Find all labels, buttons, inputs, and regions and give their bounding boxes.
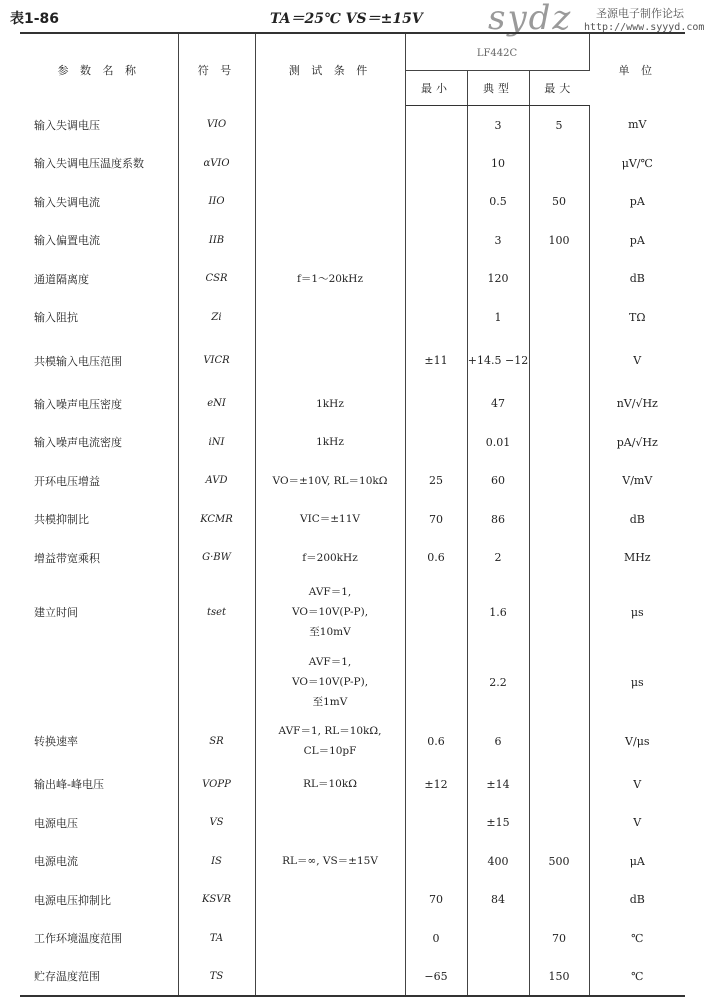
col-header-max: 最大 [529,71,589,106]
watermark-site-name: 圣源电子制作论坛 [596,7,684,20]
value-typ: 3 [467,106,529,145]
param-name: 增益带宽乘积 [20,539,178,578]
col-header-min: 最小 [405,71,467,106]
condition-line: AVF＝1, [308,586,352,598]
table-row [20,462,685,501]
test-condition [255,298,405,337]
table-row [20,385,685,424]
value-min: 0.6 [405,539,467,578]
condition-line: 1kHz [316,397,344,410]
value-max: 150 [529,958,589,997]
test-condition [255,765,405,804]
unit: μs [630,675,644,689]
condition-line: VO＝±10V, RL＝10kΩ [272,474,388,487]
table-row [20,765,685,804]
table-row [20,337,685,385]
param-name: 输入失调电流 [20,183,178,222]
param-symbol: TS [178,958,255,997]
test-condition [255,577,405,647]
unit: μs [630,605,644,619]
value-min [405,183,467,222]
value-max [529,298,589,337]
table-row [20,717,685,765]
value-max: 70 [529,919,589,958]
test-condition [255,260,405,299]
value-typ: 84 [467,881,529,920]
unit: mV [628,118,647,132]
value-min: 0.6 [405,717,467,765]
table-row [20,260,685,299]
value-min [405,260,467,299]
unit: dB [629,272,645,286]
value-typ: ±15 [467,804,529,843]
test-condition [255,804,405,843]
param-name: 电源电压 [20,804,178,843]
value-min: ±11 [405,337,467,385]
test-condition [255,881,405,920]
value-min [405,577,467,647]
param-name: 建立时间 [20,577,178,647]
unit: ℃ [589,958,685,997]
unit: dB [629,893,645,907]
value-min [405,423,467,462]
test-condition [255,385,405,424]
value-typ: 400 [467,842,529,881]
table-row [20,144,685,183]
value-max [529,337,589,385]
value-min [405,144,467,183]
value-max: 100 [529,221,589,260]
table-row [20,221,685,260]
col-header-typ: 典型 [467,71,529,106]
value-typ: 6 [467,717,529,765]
condition-line: 至1mV [312,696,348,708]
table-row [20,500,685,539]
param-name: 输入噪声电压密度 [20,385,178,424]
unit: pA [629,233,645,247]
param-symbol: AVD [178,462,255,501]
unit: μV/℃ [621,156,653,170]
test-condition [255,144,405,183]
table-row [20,539,685,578]
value-min [405,804,467,843]
value-max [529,500,589,539]
value-min: 70 [405,500,467,539]
table-row [20,298,685,337]
table-row [20,881,685,920]
value-typ: 2.2 [467,647,529,717]
param-symbol: eNI [178,385,255,424]
test-condition [255,717,405,765]
condition-line: 1kHz [316,436,344,449]
param-symbol: SR [178,717,255,765]
col-header-unit: 单 位 [589,33,685,106]
param-symbol: VICR [178,337,255,385]
value-typ: 1 [467,298,529,337]
param-symbol: αVIO [178,144,255,183]
param-symbol: KSVR [178,881,255,920]
param-name: 输出峰-峰电压 [20,765,178,804]
test-condition [255,647,405,717]
param-symbol: VOPP [178,765,255,804]
table-row [20,958,685,997]
col-header-param: 参 数 名 称 [20,33,178,106]
param-symbol: G·BW [178,539,255,578]
unit: V/mV [622,474,653,488]
value-max [529,539,589,578]
param-name: 共模输入电压范围 [20,337,178,385]
value-min: −65 [405,958,467,997]
condition-line: AVF＝1, RL＝10kΩ, [278,725,382,737]
param-name: 输入噪声电流密度 [20,423,178,462]
param-symbol: IIO [178,183,255,222]
value-max [529,881,589,920]
param-name: 开环电压增益 [20,462,178,501]
unit: μA [629,854,645,868]
value-max [529,423,589,462]
value-typ: 120 [467,260,529,299]
value-typ: 3 [467,221,529,260]
param-name: 输入失调电压温度系数 [20,144,178,183]
param-symbol: VS [178,804,255,843]
table-row [20,577,685,647]
condition-line: RL＝∞, VS＝±15V [282,855,378,868]
condition-line: VIC＝±11V [299,513,360,526]
unit: nV/√Hz [616,397,658,411]
test-condition [255,539,405,578]
value-typ: ±14 [467,765,529,804]
condition-line: f＝1～20kHz [297,272,363,285]
param-name: 工作环境温度范围 [20,919,178,958]
test-condition [255,500,405,539]
param-name: 输入失调电压 [20,106,178,145]
value-min [405,842,467,881]
param-name: 输入偏置电流 [20,221,178,260]
value-typ: 1.6 [467,577,529,647]
value-max [529,765,589,804]
value-max [529,804,589,843]
unit: dB [629,512,645,526]
value-min [405,647,467,717]
table-row [20,106,685,145]
value-max [529,577,589,647]
test-condition [255,842,405,881]
table-row [20,647,685,717]
param-name: 转换速率 [20,717,178,765]
value-typ [467,958,529,997]
value-min: 25 [405,462,467,501]
unit: V [633,354,642,367]
col-header-group: LF442C [405,33,589,71]
test-condition [255,462,405,501]
watermark-logo: sydz [488,0,573,38]
value-max: 500 [529,842,589,881]
unit: pA [629,195,645,209]
watermark-url: http://www.syyyd.com [584,22,705,33]
table-label: 表1-86 [10,11,60,27]
condition-line: 至10mV [309,626,351,638]
value-typ: 0.5 [467,183,529,222]
test-condition [255,958,405,997]
condition-line: AVF＝1, [308,656,352,668]
value-typ: 86 [467,500,529,539]
value-max [529,144,589,183]
value-min [405,221,467,260]
param-name: 贮存温度范围 [20,958,178,997]
test-condition [255,106,405,145]
value-min [405,106,467,145]
condition-line: VO＝10V(P-P), [291,676,369,688]
value-max [529,260,589,299]
param-symbol: tset [178,577,255,647]
parameter-table [20,32,685,997]
table-row [20,842,685,881]
value-min: ±12 [405,765,467,804]
value-typ [467,919,529,958]
condition-line: CL＝10pF [303,745,357,757]
value-min [405,385,467,424]
value-min: 70 [405,881,467,920]
test-condition [255,183,405,222]
table-row [20,804,685,843]
param-symbol [178,647,255,717]
value-typ: 0.01 [467,423,529,462]
value-typ: 10 [467,144,529,183]
table-row [20,919,685,958]
param-symbol: iNI [178,423,255,462]
table-body [20,106,685,997]
param-symbol: KCMR [178,500,255,539]
value-max: 5 [529,106,589,145]
param-name: 共模抑制比 [20,500,178,539]
condition-line: RL＝10kΩ [303,778,357,791]
value-max [529,647,589,717]
param-symbol: IS [178,842,255,881]
test-condition [255,337,405,385]
param-symbol: Zi [178,298,255,337]
unit: V [633,777,642,791]
col-header-symbol: 符 号 [178,33,255,106]
test-conditions-header: TA＝25℃ VS＝±15V [270,11,423,27]
param-symbol: CSR [178,260,255,299]
unit: ℃ [631,931,644,945]
table-row [20,183,685,222]
unit: TΩ [629,310,646,324]
param-symbol: VIO [178,106,255,145]
param-name: 电源电流 [20,842,178,881]
test-condition [255,919,405,958]
unit: MHz [623,551,651,565]
param-symbol: TA [178,919,255,958]
param-name: 通道隔离度 [20,260,178,299]
value-typ: +14.5 −12 [467,337,529,385]
test-condition [255,221,405,260]
col-header-condition: 测 试 条 件 [255,33,405,106]
condition-line: f＝200kHz [302,551,358,564]
table-row [20,423,685,462]
unit: pA/√Hz [616,435,658,449]
param-name [20,647,178,717]
param-name: 输入阻抗 [20,298,178,337]
condition-line: VO＝10V(P-P), [291,606,369,618]
unit: V/μs [625,734,650,748]
value-max [529,717,589,765]
value-typ: 47 [467,385,529,424]
unit: V [633,816,642,830]
value-min: 0 [405,919,467,958]
value-typ: 60 [467,462,529,501]
value-max [529,385,589,424]
value-max: 50 [529,183,589,222]
test-condition [255,423,405,462]
param-name: 电源电压抑制比 [20,881,178,920]
value-typ: 2 [467,539,529,578]
value-max [529,462,589,501]
param-symbol: IIB [178,221,255,260]
value-min [405,298,467,337]
